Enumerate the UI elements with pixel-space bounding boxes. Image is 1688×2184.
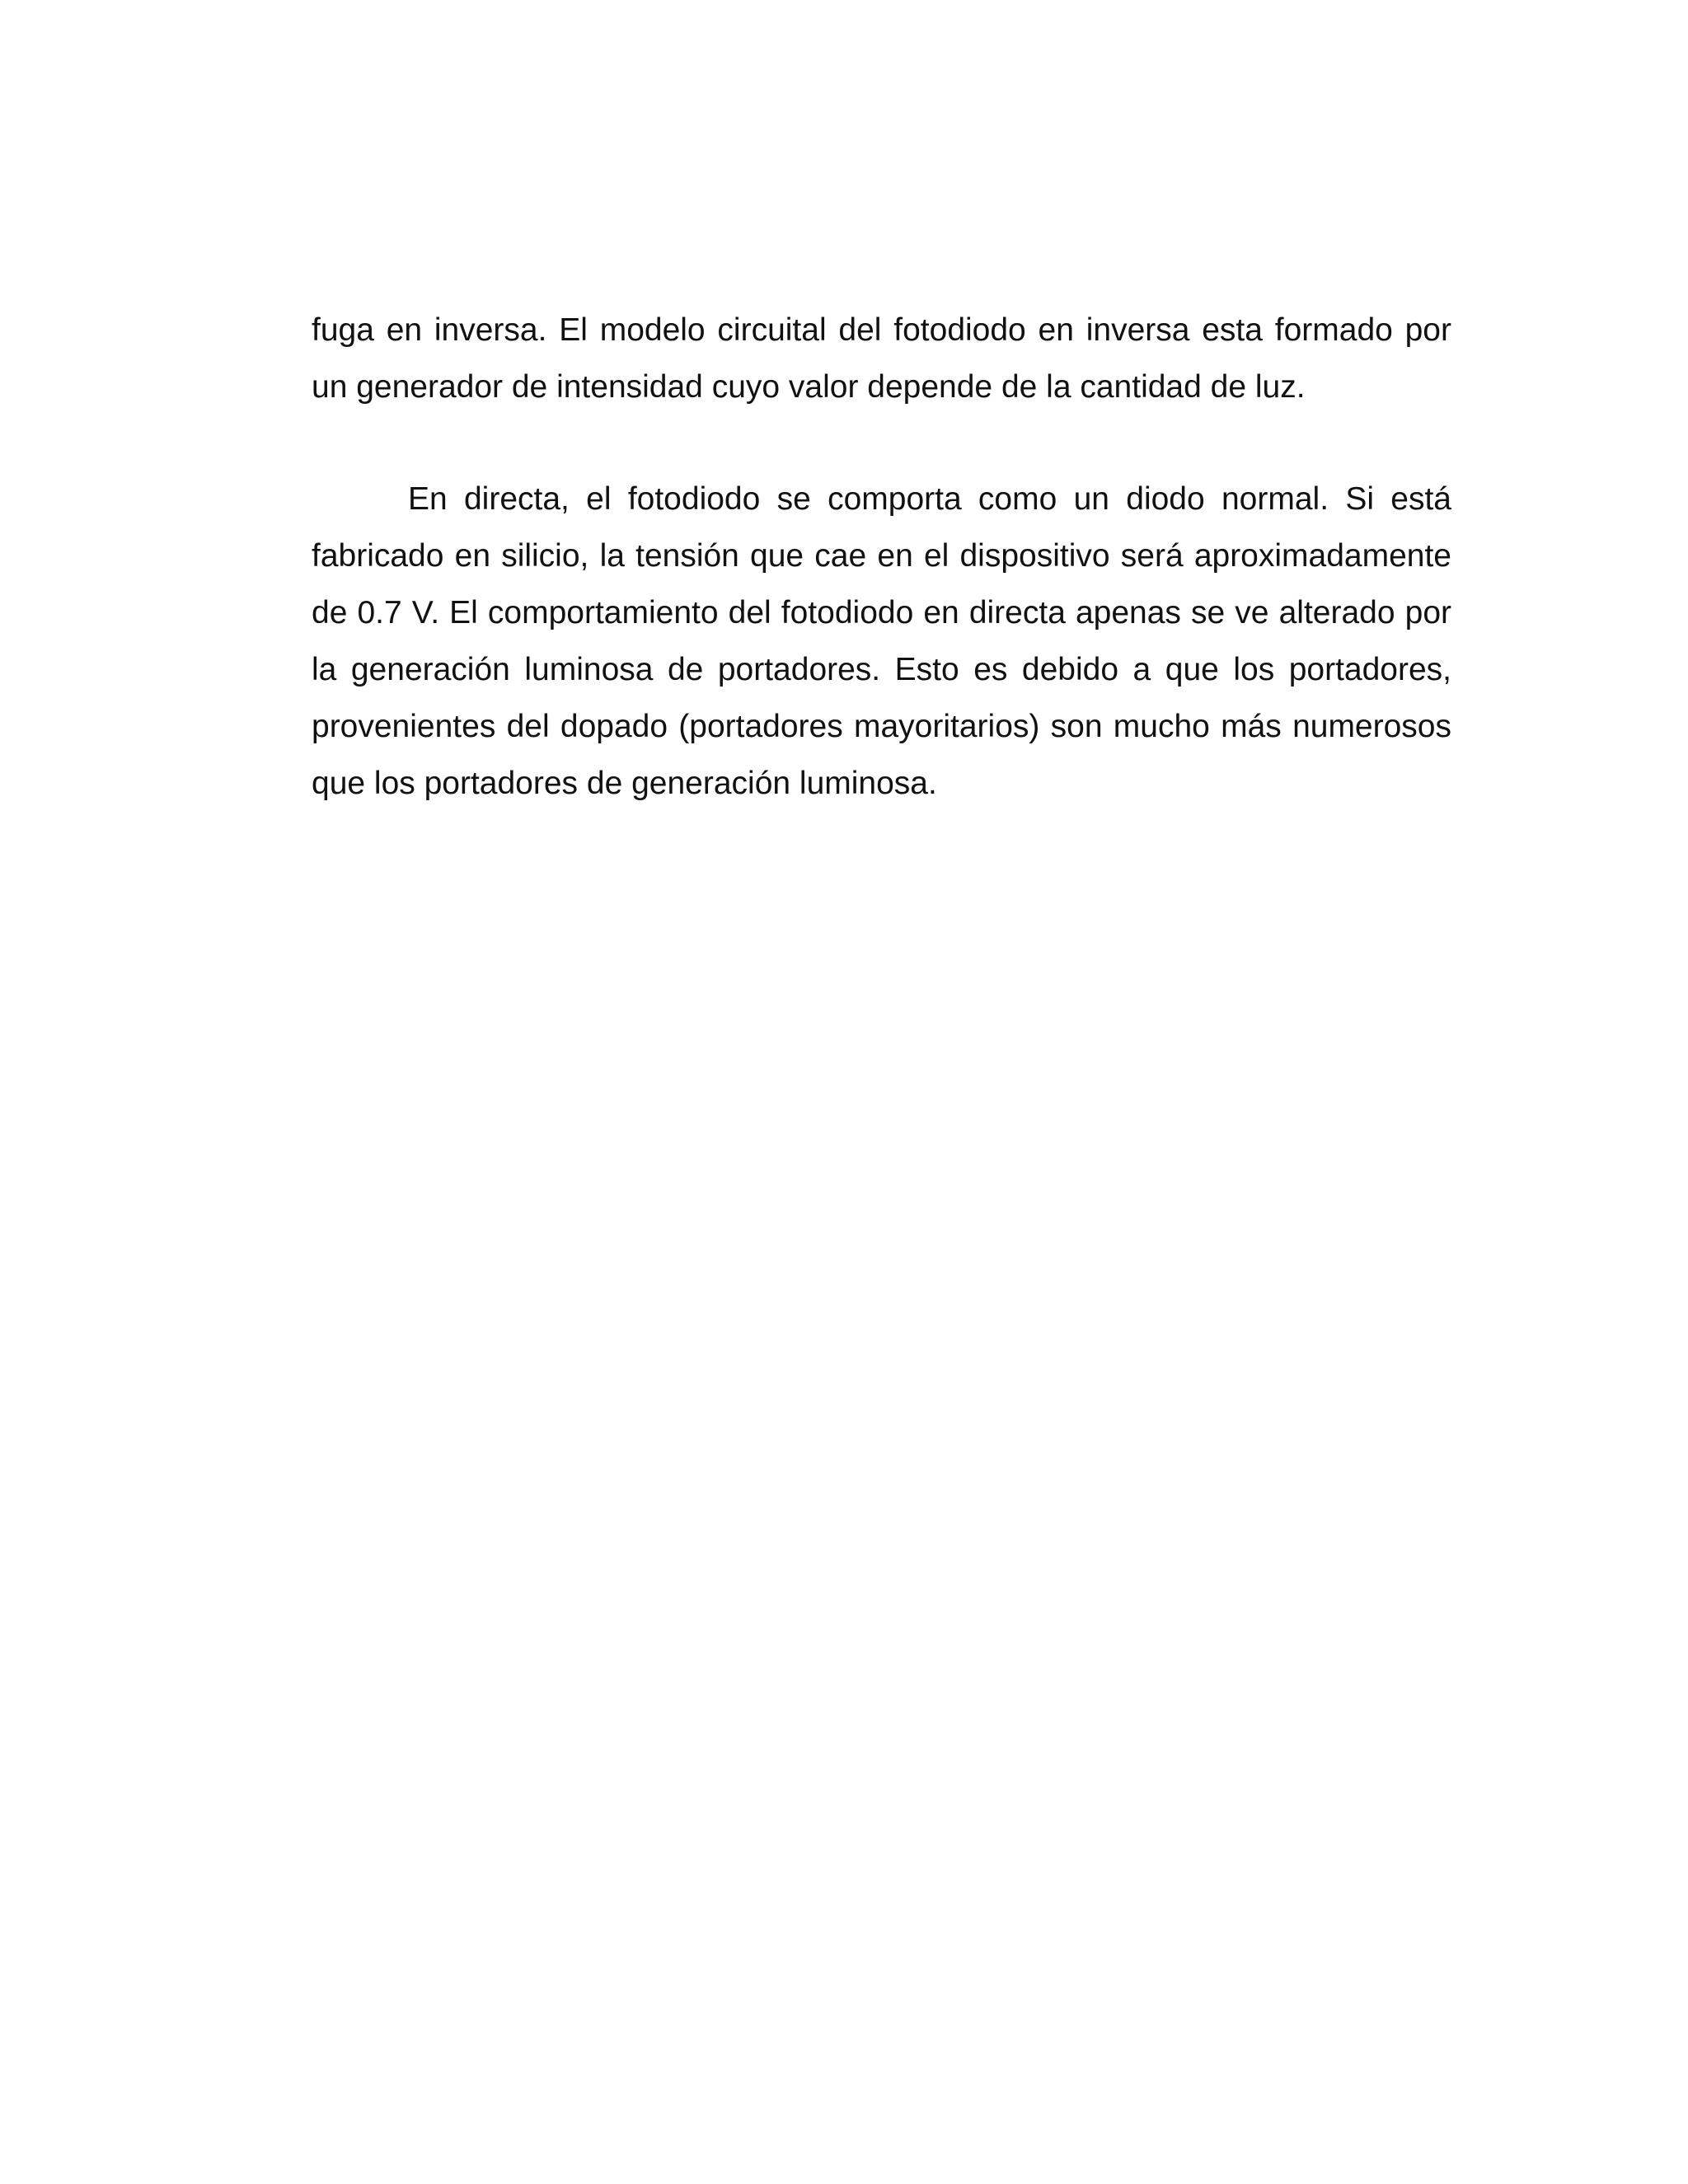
body-text [312,302,1451,812]
paragraph-forward-bias: En directa, el fotodiodo se comporta como un diodo normal. Si está fabricado en silicio, la tensión que cae en el dispositivo será aproximadamente de 0.7 V. El comportamiento del fotodiodo en directa apenas se ve alterado por la generación luminosa de portadores. Esto es debido a que los portadores, provenientes del dopado (portadores mayoritarios) son mucho más numerosos que los portadores de generación luminosa. [312,481,1451,801]
paragraph-continuation: fuga en inversa. El modelo circuital del fotodiodo en inversa esta formado por un generador de intensidad cuyo valor depende de la cantidad de luz. [312,312,1451,405]
